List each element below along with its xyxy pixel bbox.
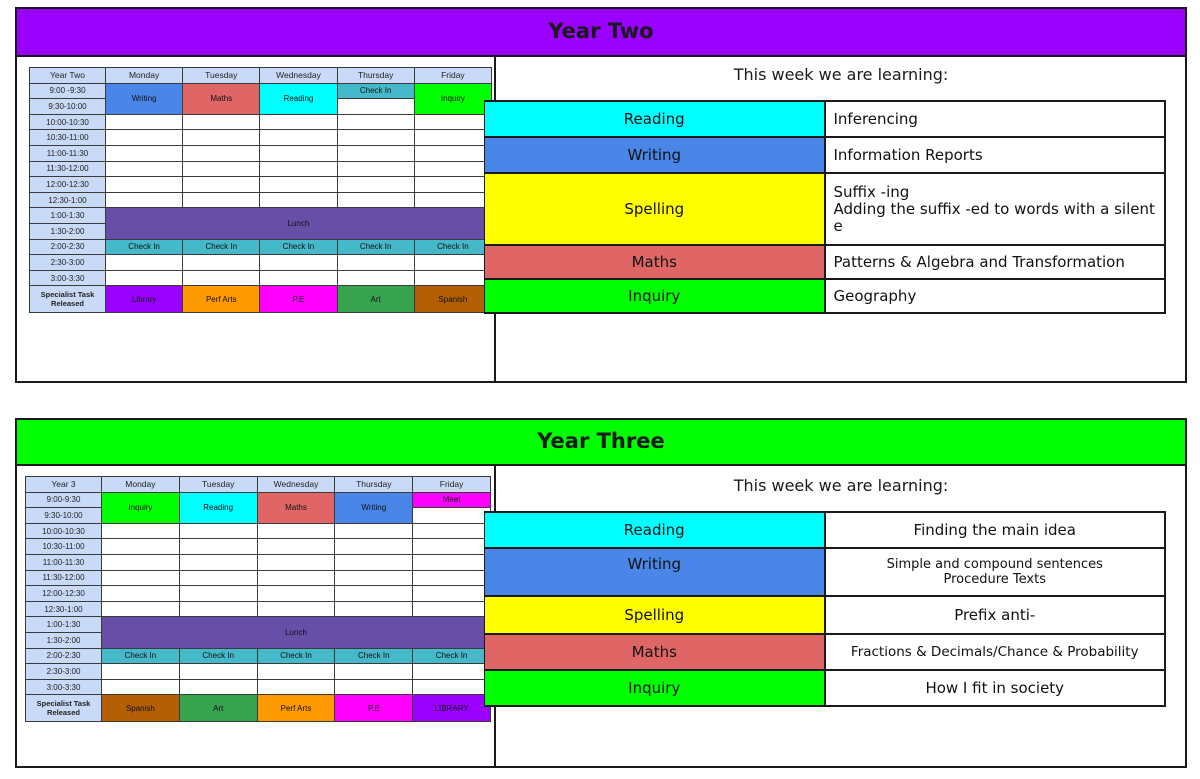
learning-row — [485, 279, 1166, 313]
specialist-friday: LIBRARY — [413, 695, 491, 722]
learning-detail: Inferencing — [825, 101, 1166, 137]
learning-row — [485, 548, 1166, 596]
table-cell — [183, 145, 260, 161]
wednesday-morning-subject: Reading — [260, 83, 337, 114]
table-cell — [337, 130, 414, 146]
table-row — [30, 208, 492, 224]
monday-morning-subject: Writing — [106, 83, 183, 114]
table-cell — [106, 255, 183, 271]
learning-subject-spelling: Spelling — [485, 596, 825, 634]
check-in-cell: Check In — [183, 239, 260, 255]
learning-subject-writing: Writing — [485, 548, 825, 596]
specialist-thursday: Art — [337, 286, 414, 313]
specialist-tuesday: Art — [179, 695, 257, 722]
learning-detail: Geography — [825, 279, 1166, 313]
table-cell — [102, 570, 180, 586]
table-cell — [413, 523, 491, 539]
table-cell — [414, 270, 491, 286]
learning-detail: Finding the main idea — [825, 512, 1166, 548]
time-slot: 9:00-9:30 — [26, 492, 102, 508]
time-slot: 9:30-10:00 — [26, 508, 102, 524]
table-cell — [414, 192, 491, 208]
table-cell — [413, 570, 491, 586]
time-slot: 2:30-3:00 — [30, 255, 106, 271]
table-cell — [260, 130, 337, 146]
table-cell — [183, 161, 260, 177]
table-cell — [257, 570, 335, 586]
monday-morning-subject: Inquiry — [102, 492, 180, 523]
table-row — [26, 492, 491, 508]
year-three-learning-table — [484, 511, 1166, 707]
time-slot: 1:30-2:00 — [30, 223, 106, 239]
specialist-friday: Spanish — [414, 286, 491, 313]
table-cell — [102, 554, 180, 570]
time-slot: 10:00-10:30 — [26, 523, 102, 539]
table-row — [26, 554, 491, 570]
table-cell — [183, 177, 260, 193]
table-cell — [413, 601, 491, 617]
table-cell — [179, 601, 257, 617]
learning-subject-spelling: Spelling — [485, 173, 825, 245]
learning-row — [485, 512, 1166, 548]
day-wednesday: Wednesday — [257, 477, 335, 493]
table-cell — [179, 539, 257, 555]
table-cell — [106, 192, 183, 208]
check-in-cell: Check In — [106, 239, 183, 255]
wednesday-morning-subject: Maths — [257, 492, 335, 523]
year-three-title: Year Three — [17, 420, 1185, 466]
table-cell — [183, 114, 260, 130]
table-cell — [413, 554, 491, 570]
learning-subject-inquiry: Inquiry — [485, 670, 825, 706]
table-cell — [102, 539, 180, 555]
table-cell — [337, 270, 414, 286]
table-cell — [337, 177, 414, 193]
table-cell — [260, 177, 337, 193]
specialist-thursday: P.E — [335, 695, 413, 722]
table-cell — [257, 586, 335, 602]
table-cell — [414, 161, 491, 177]
table-cell — [335, 539, 413, 555]
time-slot: 11:00-11:30 — [26, 554, 102, 570]
table-cell — [260, 192, 337, 208]
table-cell — [179, 570, 257, 586]
lunch-block: Lunch — [102, 617, 491, 648]
table-cell — [257, 523, 335, 539]
learning-row — [485, 596, 1166, 634]
table-cell — [102, 586, 180, 602]
table-cell — [413, 539, 491, 555]
specialist-row — [30, 286, 492, 313]
time-slot: 1:00-1:30 — [26, 617, 102, 633]
table-row — [30, 114, 492, 130]
learning-subject-inquiry: Inquiry — [485, 279, 825, 313]
specialist-tuesday: Perf Arts — [183, 286, 260, 313]
table-cell — [183, 192, 260, 208]
day-thursday: Thursday — [335, 477, 413, 493]
table-cell — [260, 161, 337, 177]
learning-row — [485, 634, 1166, 670]
table-cell — [179, 586, 257, 602]
thursday-morning-subject: Writing — [335, 492, 413, 523]
table-cell — [102, 679, 180, 695]
learning-row — [485, 245, 1166, 279]
table-row — [26, 601, 491, 617]
table-cell — [335, 554, 413, 570]
learning-detail: Simple and compound sentences Procedure Texts — [825, 548, 1166, 596]
table-cell — [335, 570, 413, 586]
check-in-cell: Check In — [257, 648, 335, 664]
year-two-learning-table — [484, 100, 1166, 314]
day-friday: Friday — [413, 477, 491, 493]
learning-subject-reading: Reading — [485, 512, 825, 548]
table-cell — [106, 145, 183, 161]
table-cell — [414, 145, 491, 161]
specialist-monday: Library — [106, 286, 183, 313]
table-row — [26, 539, 491, 555]
learning-subject-maths: Maths — [485, 634, 825, 670]
table-cell — [413, 508, 491, 524]
tuesday-morning-subject: Reading — [179, 492, 257, 523]
table-cell — [102, 601, 180, 617]
specialist-wednesday: P.E — [260, 286, 337, 313]
table-cell — [257, 601, 335, 617]
specialist-monday: Spanish — [102, 695, 180, 722]
table-cell — [337, 114, 414, 130]
table-cell — [414, 114, 491, 130]
specialist-label: Specialist Task Released — [30, 286, 106, 313]
table-row — [26, 570, 491, 586]
table-cell — [183, 255, 260, 271]
table-cell — [106, 161, 183, 177]
learning-detail: Fractions & Decimals/Chance & Probability — [825, 634, 1166, 670]
friday-morning-subject: Inquiry — [414, 83, 491, 114]
table-row — [30, 239, 492, 255]
time-slot: 11:30-12:00 — [26, 570, 102, 586]
time-slot: 10:30-11:00 — [30, 130, 106, 146]
table-row — [26, 679, 491, 695]
check-in-cell: Check In — [335, 648, 413, 664]
table-cell — [106, 130, 183, 146]
time-slot: 10:30-11:00 — [26, 539, 102, 555]
thursday-check-in: Check In — [337, 83, 414, 99]
time-slot: 10:00-10:30 — [30, 114, 106, 130]
table-row — [26, 648, 491, 664]
specialist-label: Specialist Task Released — [26, 695, 102, 722]
specialist-wednesday: Perf Arts — [257, 695, 335, 722]
table-cell — [179, 554, 257, 570]
learning-subject-maths: Maths — [485, 245, 825, 279]
time-slot: 11:00-11:30 — [30, 145, 106, 161]
learning-detail: How I fit in society — [825, 670, 1166, 706]
check-in-cell: Check In — [102, 648, 180, 664]
table-cell — [335, 664, 413, 680]
table-cell — [260, 145, 337, 161]
table-cell — [260, 114, 337, 130]
table-row — [26, 617, 491, 633]
table-row — [30, 270, 492, 286]
table-cell — [337, 161, 414, 177]
timetable-header-row — [30, 68, 492, 84]
day-tuesday: Tuesday — [179, 477, 257, 493]
timetable-corner: Year 3 — [26, 477, 102, 493]
table-cell — [414, 130, 491, 146]
table-cell — [179, 523, 257, 539]
learning-detail: Patterns & Algebra and Transformation — [825, 245, 1166, 279]
table-cell — [183, 270, 260, 286]
table-cell — [337, 145, 414, 161]
check-in-cell: Check In — [260, 239, 337, 255]
table-cell — [106, 270, 183, 286]
day-monday: Monday — [106, 68, 183, 84]
check-in-cell: Check In — [179, 648, 257, 664]
table-cell — [414, 177, 491, 193]
learning-row — [485, 670, 1166, 706]
table-cell — [335, 586, 413, 602]
time-slot: 1:00-1:30 — [30, 208, 106, 224]
table-cell — [102, 664, 180, 680]
time-slot: 2:30-3:00 — [26, 664, 102, 680]
learning-subject-reading: Reading — [485, 101, 825, 137]
table-cell — [257, 679, 335, 695]
table-cell — [257, 554, 335, 570]
time-slot: 3:00-3:30 — [26, 679, 102, 695]
time-slot: 11:30-12:00 — [30, 161, 106, 177]
day-tuesday: Tuesday — [183, 68, 260, 84]
table-cell — [260, 270, 337, 286]
day-wednesday: Wednesday — [260, 68, 337, 84]
timetable-corner: Year Two — [30, 68, 106, 84]
year-two-timetable — [29, 67, 492, 313]
table-cell — [413, 664, 491, 680]
table-row — [30, 161, 492, 177]
time-slot: 12:30-1:00 — [30, 192, 106, 208]
table-cell — [179, 664, 257, 680]
time-slot: 1:30-2:00 — [26, 632, 102, 648]
friday-meet: Meet — [413, 492, 491, 508]
tuesday-morning-subject: Maths — [183, 83, 260, 114]
table-cell — [102, 523, 180, 539]
table-cell — [413, 679, 491, 695]
table-cell — [413, 586, 491, 602]
time-slot: 2:00-2:30 — [26, 648, 102, 664]
table-row — [30, 145, 492, 161]
learning-heading: This week we are learning: — [733, 65, 949, 84]
day-monday: Monday — [102, 477, 180, 493]
table-cell — [335, 679, 413, 695]
learning-detail: Information Reports — [825, 137, 1166, 173]
table-cell — [337, 99, 414, 115]
table-row — [30, 130, 492, 146]
learning-heading: This week we are learning: — [733, 476, 949, 495]
time-slot: 9:30-10:00 — [30, 99, 106, 115]
year-three-timetable — [25, 476, 491, 722]
table-cell — [335, 523, 413, 539]
table-cell — [335, 601, 413, 617]
time-slot: 12:30-1:00 — [26, 601, 102, 617]
learning-subject-writing: Writing — [485, 137, 825, 173]
time-slot: 12:00-12:30 — [30, 177, 106, 193]
check-in-cell: Check In — [337, 239, 414, 255]
learning-detail: Suffix -ing Adding the suffix -ed to words with a silent e — [825, 173, 1166, 245]
time-slot: 12:00-12:30 — [26, 586, 102, 602]
day-thursday: Thursday — [337, 68, 414, 84]
table-row — [26, 664, 491, 680]
table-cell — [179, 679, 257, 695]
check-in-cell: Check In — [414, 239, 491, 255]
timetable-header-row — [26, 477, 491, 493]
lunch-block: Lunch — [106, 208, 492, 239]
table-cell — [260, 255, 337, 271]
learning-detail: Prefix anti- — [825, 596, 1166, 634]
table-cell — [337, 255, 414, 271]
check-in-cell: Check In — [413, 648, 491, 664]
learning-row — [485, 173, 1166, 245]
table-cell — [414, 255, 491, 271]
table-row — [30, 177, 492, 193]
time-slot: 3:00-3:30 — [30, 270, 106, 286]
table-cell — [257, 539, 335, 555]
table-cell — [257, 664, 335, 680]
table-cell — [106, 114, 183, 130]
table-row — [30, 83, 492, 99]
table-cell — [337, 192, 414, 208]
learning-row — [485, 137, 1166, 173]
time-slot: 9:00 -9:30 — [30, 83, 106, 99]
time-slot: 2:00-2:30 — [30, 239, 106, 255]
table-row — [30, 255, 492, 271]
table-row — [30, 192, 492, 208]
table-row — [26, 523, 491, 539]
year-two-title: Year Two — [17, 9, 1185, 57]
table-row — [26, 586, 491, 602]
day-friday: Friday — [414, 68, 491, 84]
specialist-row — [26, 695, 491, 722]
table-cell — [106, 177, 183, 193]
learning-row — [485, 101, 1166, 137]
table-cell — [183, 130, 260, 146]
